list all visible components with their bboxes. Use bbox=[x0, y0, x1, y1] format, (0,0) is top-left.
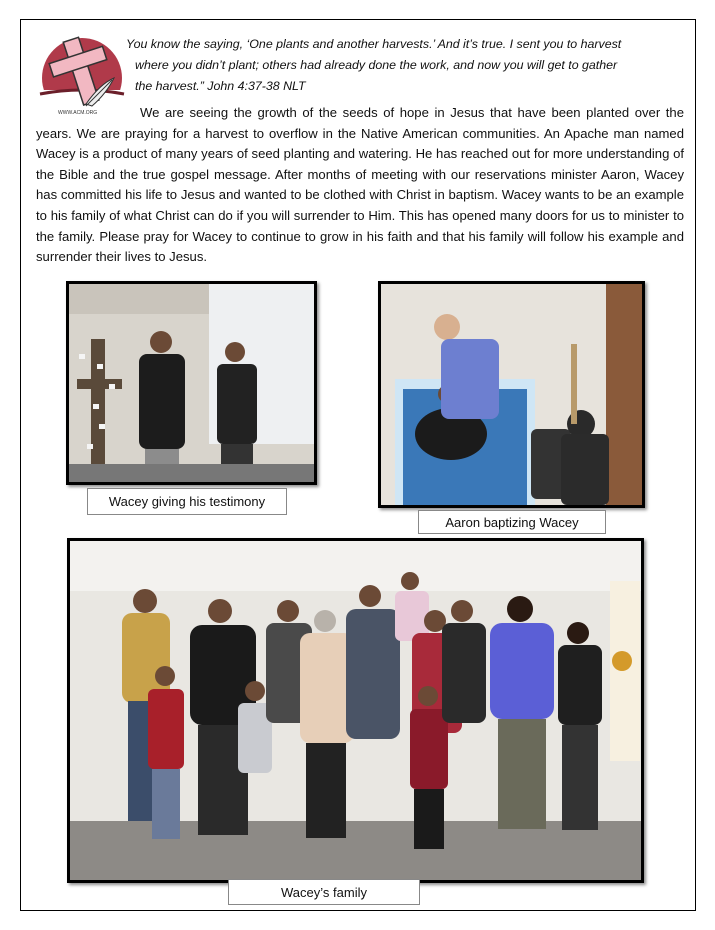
photo-family bbox=[67, 538, 644, 883]
story-paragraph: We are seeing the growth of the seeds of hope in Jesus that have been planted over the years. We are praying for a harvest to overflow in the Native American communities. An Apache man named Wacey is a product of many years of seed planting and watering. He has reached out for more understanding of the Bible and the true gospel message. After months of meeting with our reservations minister Aaron, Wacey has committed his life to Jesus and wanted to be clothed with Christ in baptism. Wacey wants to be an example to his family of what Christ can do if you will surrender to Him. This has opened many doors for us to minister to the family. Please pray for Wacey to continue to grow in his faith and that his family will follow his example and surrender their lives to Jesus. bbox=[36, 105, 684, 265]
photo-baptism bbox=[378, 281, 645, 508]
caption-testimony: Wacey giving his testimony bbox=[87, 488, 287, 515]
caption-family: Wacey’s family bbox=[228, 879, 420, 905]
quote-line: the harvest.” John 4:37-38 NLT bbox=[135, 79, 306, 93]
svg-text:WWW.ACM.ORG: WWW.ACM.ORG bbox=[58, 110, 98, 116]
scripture-quote bbox=[126, 34, 686, 97]
quote-line: where you didn’t plant; others had already done the work, and now you will get to gather bbox=[135, 58, 618, 72]
quote-line: You know the saying, ‘One plants and another harvests.’ And it’s true. I sent you to harvest bbox=[126, 37, 622, 51]
photo-testimony bbox=[66, 281, 317, 485]
caption-baptism: Aaron baptizing Wacey bbox=[418, 510, 606, 534]
